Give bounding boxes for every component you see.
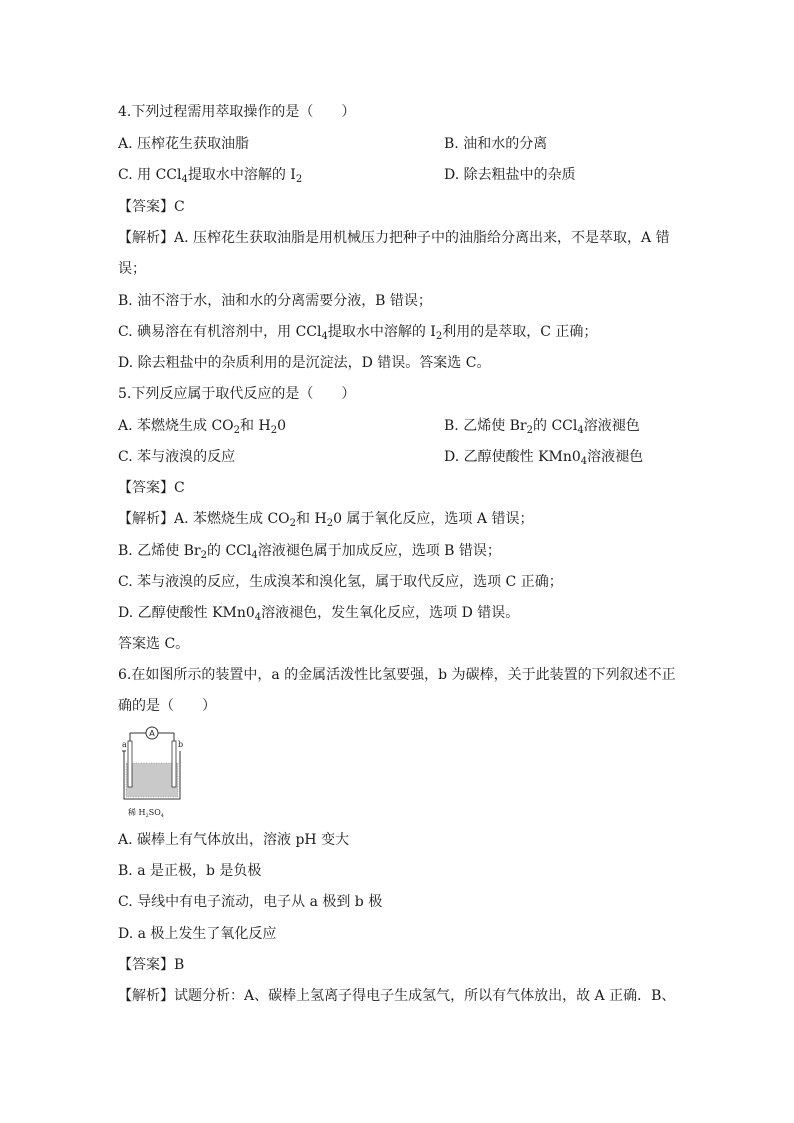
electrode-b-label: b (178, 740, 184, 749)
q5-question: 5.下列反应属于取代反应的是（ ） (118, 386, 356, 402)
q4-option-b: B. 油和水的分离 (444, 136, 548, 152)
electrode-a-label: a (122, 740, 127, 749)
q5-explanation-1: 【解析】A. 苯燃烧生成 $CO_2$和 $H_20$ 属于氧化反应，选项 A 错误； (118, 511, 534, 529)
q4-answer: 【答案】C (118, 199, 185, 215)
q4-option-d: D. 除去粗盐中的杂质 (444, 167, 576, 183)
q6-option-b: B. a 是正极，b 是负极 (118, 863, 262, 879)
q5-answer: 【答案】C (118, 480, 185, 496)
q6-explanation-1: 【解析】试题分析：A、碳棒上氢离子得电子生成氢气，所以有气体放出，故 A 正确．B、 (118, 988, 676, 1004)
q6-option-a: A. 碳棒上有气体放出，溶液 pH 变大 (118, 832, 350, 848)
q4-explanation-4: D. 除去粗盐中的杂质利用的是沉淀法，D 错误。答案选 C。 (118, 355, 491, 371)
q6-question-line-2: 确的是（ ） (118, 698, 216, 714)
q5-option-d: D. 乙醇使酸性 $KMn0_4$溶液褪色 (444, 449, 644, 467)
q6-option-c: C. 导线中有电子流动，电子从 a 极到 b 极 (118, 894, 383, 910)
q4-option-c: C. 用 CCl$_4$提取水中溶解的 $I_2$ (118, 167, 303, 185)
q5-option-b: B. 乙烯使 $Br_2$的 CCl$_4$溶液褪色 (444, 418, 640, 436)
electrode-b (172, 741, 176, 787)
q4-explanation-3: C. 碘易溶在有机溶剂中，用 CCl$_4$提取水中溶解的 $I_2$利用的是萃取，C 正确； (118, 324, 598, 342)
q5-explanation-5: 答案选 C。 (118, 636, 190, 652)
q4-explanation-1: 【解析】A. 压榨花生获取油脂是用机械压力把种子中的油脂给分离出来，不是萃取，A 错 (118, 230, 670, 246)
cell-diagram-svg (118, 725, 188, 825)
q6-answer: 【答案】B (118, 957, 185, 973)
q5-option-a: A. 苯燃烧生成 $CO_2$和 $H_20$ (118, 418, 286, 436)
ammeter-label: A (149, 729, 155, 738)
figure-caption: 稀 $H_2SO_4$ (128, 808, 164, 819)
q4-explanation-1b: 误； (118, 261, 146, 277)
q5-explanation-3: C. 苯与液溴的反应，生成溴苯和溴化氢，属于取代反应，选项 C 正确； (118, 574, 563, 590)
q4-option-a: A. 压榨花生获取油脂 (118, 136, 250, 152)
q5-explanation-4: D. 乙醇使酸性 $KMn0_4$溶液褪色，发生氧化反应，选项 D 错误。 (118, 605, 520, 623)
q4-question: 4.下列过程需用萃取操作的是（ ） (118, 104, 356, 120)
q5-option-c: C. 苯与液溴的反应 (118, 449, 236, 465)
electrochemical-cell-figure (118, 725, 188, 825)
q6-question-line-1: 6.在如图所示的装置中，a 的金属活泼性比氢要强，b 为碳棒，关于此装置的下列叙述不正 (118, 667, 676, 683)
electrode-a (128, 741, 132, 787)
solution-fill (126, 763, 178, 797)
q6-option-d: D. a 极上发生了氧化反应 (118, 926, 277, 942)
q5-explanation-2: B. 乙烯使 $Br_2$的 CCl$_4$溶液褪色属于加成反应，选项 B 错误； (118, 543, 501, 561)
q4-explanation-2: B. 油不溶于水，油和水的分离需要分液，B 错误； (118, 293, 432, 309)
